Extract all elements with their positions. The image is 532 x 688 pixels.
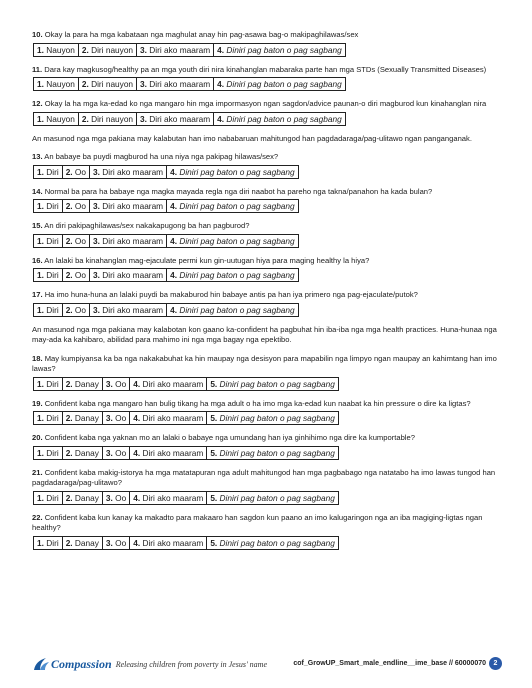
- question-number: 15.: [32, 221, 43, 230]
- question-number: 20.: [32, 433, 43, 442]
- answer-option[interactable]: [63, 269, 90, 281]
- option-label: Danay: [74, 378, 99, 389]
- question-block: [32, 256, 502, 283]
- option-number: 2.: [65, 378, 73, 389]
- answer-option[interactable]: [90, 235, 167, 247]
- question-prompt: Confident kaba nga yaknan mo an lalaki o babaye nga umundang han iya ginhihimo nga dire ka kumportable?: [44, 433, 415, 442]
- question-text: [32, 99, 502, 110]
- answer-option[interactable]: [63, 304, 90, 316]
- page-number-badge: 2: [489, 657, 502, 670]
- option-label: Diri: [46, 166, 59, 177]
- option-label: Diniri pag baton o pag sagbang: [179, 304, 295, 315]
- answer-option[interactable]: [167, 304, 298, 316]
- option-number: 2.: [65, 166, 73, 177]
- answer-option[interactable]: [34, 235, 63, 247]
- answer-option[interactable]: [34, 304, 63, 316]
- answer-option[interactable]: [130, 537, 207, 549]
- option-label: Oo: [115, 537, 127, 548]
- answer-option[interactable]: [137, 113, 214, 125]
- question-number: 18.: [32, 353, 43, 363]
- option-label: Diri nauyon: [91, 44, 134, 55]
- answer-option[interactable]: [137, 44, 214, 56]
- option-label: Oo: [74, 270, 86, 280]
- option-number: 3.: [93, 270, 100, 280]
- answer-options: [33, 77, 346, 91]
- option-label: Diri ako maaram: [149, 79, 211, 89]
- answer-option[interactable]: [34, 378, 63, 390]
- question-prompt: Okay la para ha mga kabataan nga maghulat anay hin pag-asawa bag-o makipaghilawas/sex: [44, 30, 359, 39]
- option-number: 4.: [133, 447, 141, 458]
- answer-options: [33, 165, 299, 179]
- question-text: [32, 354, 502, 375]
- question-text: [32, 513, 502, 534]
- question-block: [32, 152, 502, 179]
- compassion-logo: [32, 656, 267, 672]
- answer-options: [33, 446, 339, 460]
- option-label: Diri ako maaram: [102, 304, 164, 315]
- answer-option[interactable]: [207, 412, 338, 424]
- option-number: 1.: [37, 270, 44, 280]
- option-label: Oo: [74, 235, 86, 246]
- question-block: [32, 290, 502, 317]
- option-number: 2.: [65, 447, 73, 458]
- option-label: Diniri pag baton o pag sagbang: [219, 378, 335, 389]
- option-number: 5.: [210, 447, 218, 458]
- logo-tagline: Releasing children from poverty in Jesus' name: [115, 659, 267, 669]
- answer-option[interactable]: [79, 113, 137, 125]
- answer-option[interactable]: [103, 537, 130, 549]
- question-block: [32, 433, 502, 460]
- answer-option[interactable]: [63, 166, 90, 178]
- option-number: 4.: [170, 166, 178, 177]
- option-label: Diri: [46, 537, 59, 548]
- option-number: 2.: [65, 492, 73, 503]
- option-label: Diri ako maaram: [102, 201, 164, 211]
- option-label: Oo: [74, 166, 86, 177]
- option-label: Diri ako maaram: [142, 413, 204, 423]
- question-prompt: Okay la ha mga ka-edad ko nga mangaro hin mga impormasyon ngan sagdon/advice paunan-o diri magburod kun kinahanglan nira: [44, 99, 487, 108]
- question-block: [32, 99, 502, 126]
- question-number: 17.: [32, 290, 43, 299]
- answer-option[interactable]: [103, 447, 130, 459]
- answer-option[interactable]: [207, 537, 338, 549]
- option-number: 5.: [210, 413, 218, 423]
- answer-option[interactable]: [63, 492, 103, 504]
- answer-options: [33, 491, 339, 505]
- question-number: 13.: [32, 152, 43, 161]
- option-label: Diniri pag baton o pag sagbang: [226, 113, 342, 124]
- answer-option[interactable]: [130, 412, 207, 424]
- option-label: Nauyon: [46, 79, 75, 89]
- option-number: 1.: [37, 235, 44, 246]
- question-number: 11.: [32, 64, 43, 74]
- answer-option[interactable]: [167, 235, 298, 247]
- question-prompt: Confident kaba nga mangaro han bulig tikang ha mga adult o ha imo mga ka-edad kun naabat ka hin pressure o dire ka ligtas?: [44, 398, 471, 408]
- option-label: Danay: [74, 447, 99, 458]
- question-prompt: Confident kaba kun kanay ka makadto para makaaro han sagdon kun paano an imo kalugaringon nga an iba magiging-ligtas ngan healthy?: [32, 512, 483, 532]
- question-block: [32, 354, 502, 391]
- option-label: Diri nauyon: [91, 113, 134, 124]
- option-number: 4.: [170, 304, 178, 315]
- option-label: Nauyon: [46, 44, 75, 55]
- option-number: 1.: [37, 304, 44, 315]
- answer-option[interactable]: [137, 78, 214, 90]
- question-text: [32, 433, 502, 444]
- question-prompt: Ha imo huna-huna an lalaki puydi ba makaburod hin babaye antis pa han iya primero nga pag-ejaculate/putok?: [44, 290, 418, 299]
- question-block: [32, 187, 502, 214]
- option-label: Diri ako maaram: [102, 166, 164, 177]
- answer-option[interactable]: [34, 269, 63, 281]
- option-label: Danay: [74, 537, 99, 548]
- page-footer: [32, 654, 502, 676]
- option-number: 1.: [37, 447, 44, 458]
- option-number: 3.: [93, 201, 100, 211]
- answer-option[interactable]: [63, 378, 103, 390]
- answer-options: [33, 112, 346, 126]
- option-label: Diniri pag baton o pag sagbang: [179, 166, 295, 177]
- option-label: Diniri pag baton o pag sagbang: [219, 447, 335, 458]
- question-block: [32, 65, 502, 92]
- section-intro: An masunod nga mga pakiana may kalabutan han imo nababaruan mahitungod han pagdadaraga/pag-ulitawo ngan panganganak.: [32, 133, 472, 143]
- option-label: Diri: [46, 378, 59, 389]
- answer-options: [33, 303, 299, 317]
- answer-option[interactable]: [79, 78, 137, 90]
- option-number: 4.: [133, 492, 141, 503]
- option-label: Diniri pag baton o pag sagbang: [226, 44, 342, 55]
- question-block: [32, 468, 502, 505]
- option-number: 4.: [170, 235, 178, 246]
- answer-option[interactable]: [90, 304, 167, 316]
- answer-option[interactable]: [130, 447, 207, 459]
- question-number: 19.: [32, 398, 43, 408]
- answer-option[interactable]: [34, 166, 63, 178]
- question-text: [32, 152, 502, 163]
- option-number: 4.: [170, 270, 178, 280]
- option-label: Oo: [115, 447, 127, 458]
- option-number: 2.: [65, 413, 73, 423]
- answer-option[interactable]: [34, 492, 63, 504]
- option-label: Danay: [74, 492, 99, 503]
- question-prompt: May kumpiyansa ka ba nga nakakabuhat ka hin maupay nga desisyon para mapabilin nga limpyo ngan maupay an kahimtang han imo lawas?: [32, 353, 497, 373]
- option-label: Diri ako maaram: [142, 447, 204, 458]
- option-label: Oo: [115, 492, 127, 503]
- option-number: 5.: [210, 492, 218, 503]
- question-prompt: An lalaki ba kinahanglan mag-ejaculate permi kun gin-uutugan hiya para maging healthy la hiya?: [44, 255, 370, 265]
- answer-option[interactable]: [103, 412, 130, 424]
- question-block: [32, 30, 502, 57]
- option-label: Diri ako maaram: [142, 537, 204, 548]
- option-number: 4.: [217, 79, 225, 89]
- option-number: 1.: [37, 113, 44, 124]
- option-number: 4.: [217, 113, 225, 124]
- question-number: 21.: [32, 467, 43, 477]
- option-label: Danay: [74, 413, 99, 423]
- question-text: [32, 65, 502, 76]
- option-number: 1.: [37, 79, 44, 89]
- option-number: 1.: [37, 44, 44, 55]
- question-list: [32, 30, 502, 558]
- question-number: 10.: [32, 30, 43, 39]
- option-number: 3.: [93, 235, 100, 246]
- question-prompt: An diri pakipaghilawas/sex nakakapugong ba han pagburod?: [44, 221, 250, 230]
- question-text: [32, 468, 502, 489]
- answer-option[interactable]: [90, 200, 167, 212]
- option-label: Oo: [74, 304, 86, 315]
- option-number: 3.: [105, 447, 113, 458]
- option-number: 3.: [140, 113, 147, 124]
- answer-options: [33, 43, 346, 57]
- option-label: Diniri pag baton o pag sagbang: [219, 492, 335, 503]
- option-number: 1.: [37, 201, 44, 211]
- option-number: 2.: [65, 304, 73, 315]
- option-label: Diri: [46, 304, 59, 315]
- answer-option[interactable]: [34, 412, 63, 424]
- answer-options: [33, 377, 339, 391]
- document-reference: cof_GrowUP_Smart_male_endline__ime_base // 60000070: [293, 660, 486, 667]
- answer-option[interactable]: [63, 412, 103, 424]
- option-number: 3.: [140, 79, 147, 89]
- option-label: Diniri pag baton o pag sagbang: [179, 235, 295, 246]
- option-number: 3.: [105, 378, 113, 389]
- option-label: Diniri pag baton o pag sagbang: [179, 201, 295, 211]
- answer-option[interactable]: [34, 447, 63, 459]
- answer-option[interactable]: [130, 492, 207, 504]
- question-block: [32, 399, 502, 426]
- option-label: Diniri pag baton o pag sagbang: [226, 79, 342, 89]
- option-label: Diri: [46, 201, 59, 211]
- section-intro: An masunod nga mga pakiana may kalabotan kon gaano ka-confident ha pagbuhat hin iba-iba nga mga health practices. Huna-hunaa nga may-ada ka kahibaro, abilidad para mahimo ini nga mga bagay nga epektibo.: [32, 324, 497, 344]
- option-number: 3.: [105, 413, 113, 423]
- question-prompt: Normal ba para ha babaye nga magka mayada regla nga diri naabot ha pareho nga takna/panahon ha kada bulan?: [44, 186, 433, 196]
- option-number: 3.: [93, 304, 100, 315]
- option-number: 3.: [93, 166, 100, 177]
- answer-option[interactable]: [167, 166, 298, 178]
- question-block: [32, 513, 502, 550]
- option-number: 4.: [133, 537, 141, 548]
- option-label: Nauyon: [46, 113, 75, 124]
- answer-options: [33, 234, 299, 248]
- option-number: 4.: [133, 378, 141, 389]
- answer-option[interactable]: [79, 44, 137, 56]
- answer-option[interactable]: [103, 378, 130, 390]
- answer-options: [33, 199, 299, 213]
- answer-option[interactable]: [63, 235, 90, 247]
- answer-option[interactable]: [34, 537, 63, 549]
- question-number: 16.: [32, 255, 43, 265]
- option-number: 5.: [210, 378, 218, 389]
- option-number: 2.: [81, 44, 89, 55]
- option-number: 1.: [37, 537, 44, 548]
- answer-option[interactable]: [207, 447, 338, 459]
- option-label: Diri ako maaram: [149, 44, 211, 55]
- option-number: 3.: [105, 492, 113, 503]
- question-text: [32, 30, 502, 41]
- answer-option[interactable]: [90, 166, 167, 178]
- answer-option[interactable]: [214, 78, 345, 90]
- answer-options: [33, 268, 299, 282]
- option-label: Diri ako maaram: [142, 378, 204, 389]
- option-label: Diri ako maaram: [102, 270, 164, 280]
- answer-option[interactable]: [34, 200, 63, 212]
- question-prompt: Dara kay magkusog/healthy pa an mga youth diri nira kinahanglan mabaraka parte han mga STDs (Sexually Transmitted Diseases): [44, 64, 487, 74]
- option-label: Diri: [46, 235, 59, 246]
- answer-options: [33, 411, 339, 425]
- question-number: 12.: [32, 99, 43, 108]
- answer-option[interactable]: [167, 269, 298, 281]
- option-number: 2.: [65, 270, 73, 280]
- answer-option[interactable]: [34, 113, 79, 125]
- question-text: [32, 187, 502, 198]
- answer-option[interactable]: [130, 378, 207, 390]
- answer-option[interactable]: [63, 537, 103, 549]
- option-label: Oo: [115, 378, 127, 389]
- option-label: Diri: [46, 270, 59, 280]
- option-number: 2.: [81, 79, 89, 89]
- question-block: [32, 221, 502, 248]
- option-number: 1.: [37, 413, 44, 423]
- question-prompt: Confident kaba makig-istorya ha mga matatapuran nga adult mahitungod han mga pagbabago nga natatabo ha imo lawas tungod han pagdadaraga/pag-ulitawo?: [32, 467, 496, 487]
- answer-option[interactable]: [207, 378, 338, 390]
- option-number: 1.: [37, 378, 44, 389]
- option-number: 5.: [210, 537, 218, 548]
- answer-option[interactable]: [63, 447, 103, 459]
- answer-option[interactable]: [34, 78, 79, 90]
- answer-option[interactable]: [207, 492, 338, 504]
- option-label: Diri ako maaram: [149, 113, 211, 124]
- option-label: Diri: [46, 492, 59, 503]
- answer-options: [33, 536, 339, 550]
- option-label: Diri: [46, 447, 59, 458]
- option-label: Diri ako maaram: [102, 235, 164, 246]
- question-text: [32, 221, 502, 232]
- logo-wordmark: Compassion: [51, 656, 112, 671]
- option-label: Diniri pag baton o pag sagbang: [219, 413, 335, 423]
- answer-option[interactable]: [103, 492, 130, 504]
- option-label: Oo: [74, 201, 86, 211]
- answer-option[interactable]: [63, 200, 90, 212]
- question-number: 22.: [32, 512, 43, 522]
- option-number: 4.: [217, 44, 225, 55]
- compassion-logo-icon: [32, 656, 50, 672]
- question-number: 14.: [32, 186, 43, 196]
- option-number: 4.: [170, 201, 178, 211]
- option-label: Diri nauyon: [91, 79, 134, 89]
- option-label: Diri ako maaram: [142, 492, 204, 503]
- option-number: 2.: [81, 113, 89, 124]
- option-label: Diniri pag baton o pag sagbang: [219, 537, 335, 548]
- option-number: 3.: [140, 44, 147, 55]
- question-text: [32, 256, 502, 267]
- answer-option[interactable]: [214, 113, 345, 125]
- option-label: Oo: [115, 413, 127, 423]
- question-prompt: An babaye ba puydi magburod ha una niya nga pakipag hilawas/sex?: [44, 152, 279, 161]
- question-text: [32, 290, 502, 301]
- option-number: 2.: [65, 201, 73, 211]
- option-number: 1.: [37, 492, 44, 503]
- question-text: [32, 399, 502, 410]
- option-label: Diri: [46, 413, 59, 423]
- option-number: 4.: [133, 413, 141, 423]
- option-number: 3.: [105, 537, 113, 548]
- answer-option[interactable]: [167, 200, 298, 212]
- option-label: Diniri pag baton o pag sagbang: [179, 270, 295, 280]
- option-number: 2.: [65, 235, 73, 246]
- answer-option[interactable]: [90, 269, 167, 281]
- option-number: 2.: [65, 537, 73, 548]
- option-number: 1.: [37, 166, 44, 177]
- answer-option[interactable]: [34, 44, 79, 56]
- answer-option[interactable]: [214, 44, 345, 56]
